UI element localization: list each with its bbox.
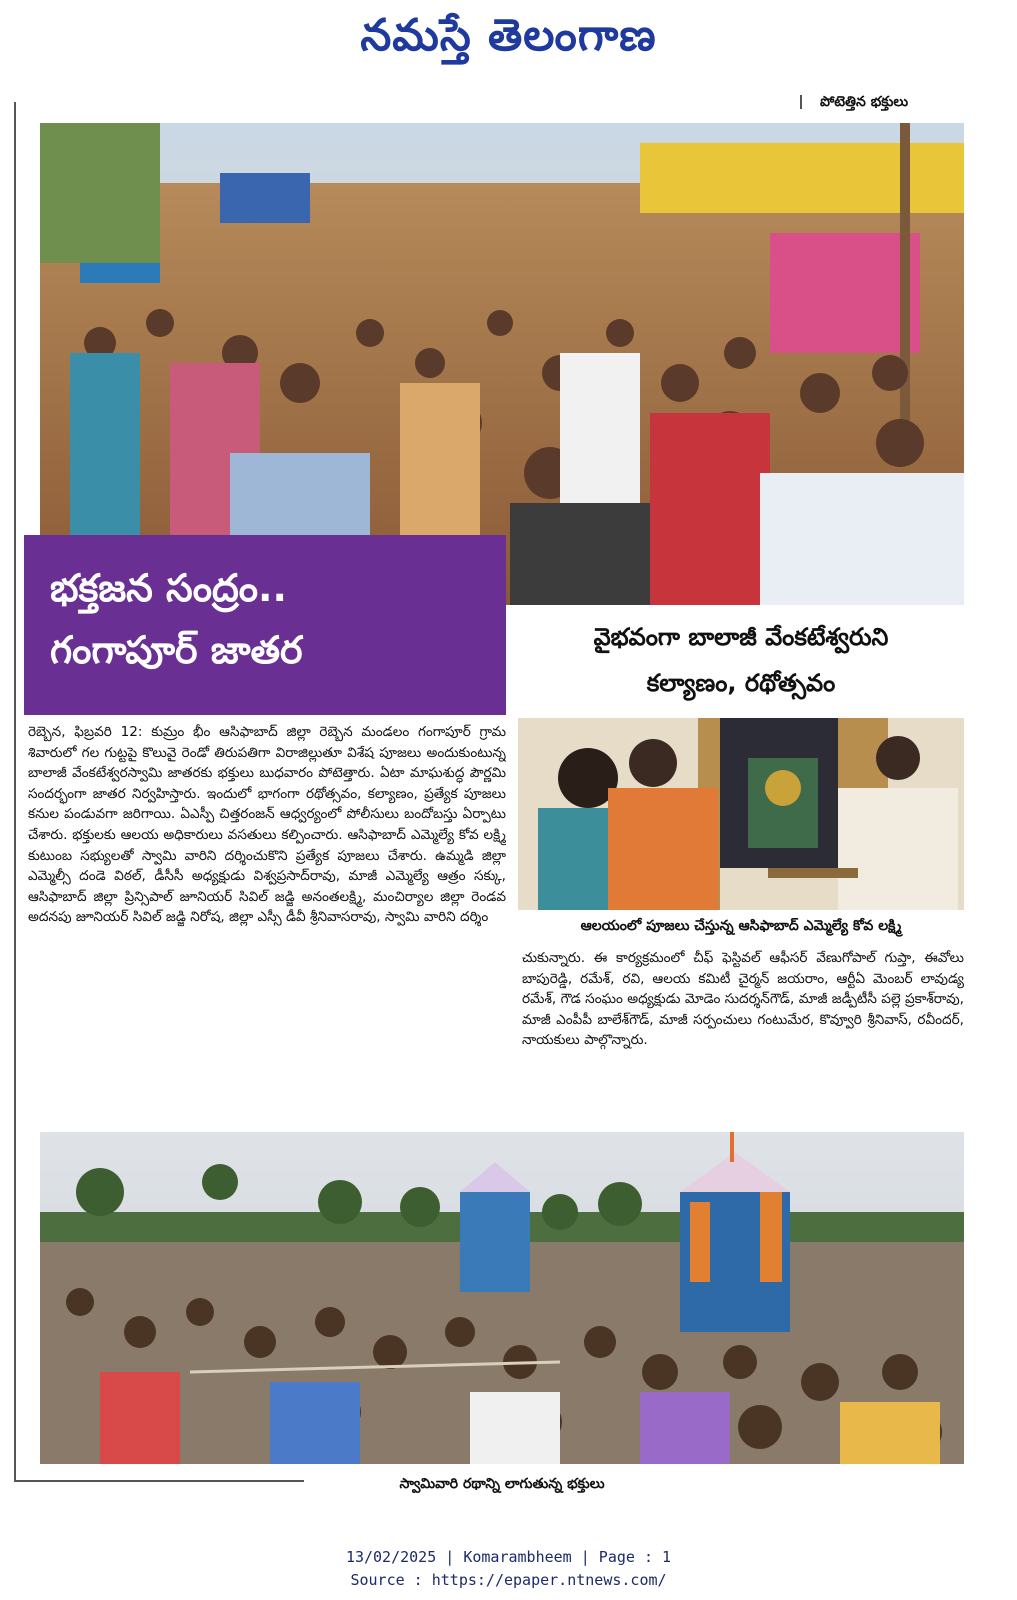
footer-edition-line: 13/02/2025 | Komarambheem | Page : 1 — [345, 1548, 672, 1566]
headline-box — [24, 535, 506, 715]
headline-line-1: భక్తజన సంద్రం.. — [50, 566, 287, 610]
temple-photo — [518, 718, 964, 910]
footer-source-line: Source : https://epaper.ntnews.com/ — [350, 1571, 667, 1589]
crowd-photo — [40, 123, 964, 605]
temple-photo-caption: ఆలయంలో పూజలు చేస్తున్న ఆసిఫాబాద్ ఎమ్మెల్యే కోవ లక్ష్మి — [580, 918, 902, 934]
masthead-title: నమస్తే తెలంగాణ — [360, 10, 657, 61]
article-column-right: చుకున్నారు. ఈ కార్యక్రమంలో చీఫ్ ఫెస్టివల్ ఆఫీసర్ వేణుగోపాల్ గుప్తా, ఈవోలు బాపురెడ్డి, రమేశ్, రవి, ఆలయ కమిటీ చైర్మన్ జయరాం, ఆర్టీఏ మెంబర్ లావుడ్య రమేశ్, గౌడ సంఘం అధ్యక్షుడు మోడెం సుదర్శన్‌గౌడ్, మాజీ జడ్పీటీసీ పల్లె ప్రకాశ్‌రావు, మాజీ ఎంపీపీ బాలేశ్‌గౌడ్, మాజీ సర్పంచులు గంటుమేర, కొవ్వూరి శ్రీనివాస్, రవీందర్, నాయకులు పాల్గొన్నారు. — [522, 950, 964, 1049]
subheadline-line-1: వైభవంగా బాలాజీ వేంకటేశ్వరుని — [593, 623, 889, 651]
page-frame-left — [14, 102, 16, 1482]
chariot-photo-caption: స్వామివారి రథాన్ని లాగుతున్న భక్తులు — [399, 1476, 605, 1492]
chariot-photo — [40, 1132, 964, 1464]
article-column-left: రెబ్బెన, ఫిబ్రవరి 12: కుమ్రం భీం ఆసిఫాబాద్ జిల్లా రెబ్బెన మండలం గంగాపూర్ గ్రామ శివారులో గల గుట్టపై కొలువై రెండో తిరుపతిగా విరాజిల్లుతూ విశేష పూజలు అందుకుంటున్న బాలాజీ వేంకటేశ్వరస్వామి జాతరకు భక్తులు బుధవారం పోటెత్తారు. ఏటా మాఘశుద్ధ పౌర్ణమి సందర్భంగా జాతర నిర్వహిస్తారు. ఇందులో భాగంగా రథోత్సవం, కల్యాణం, ప్రత్యేక పూజలు కనుల పండువగా జరిగాయి. ఏఎస్పీ చిత్తరంజన్ ఆధ్వర్యంలో పోలీసులు బందోబస్తు ఏర్పాటు చేశారు. భక్తులకు ఆలయ అధికారులు వసతులు కల్పించారు. ఆసిఫాబాద్ ఎమ్మెల్యే కోవ లక్ష్మి కుటుంబ సభ్యులతో స్వామి వారిని దర్శించుకొని ప్రత్యేక పూజలు చేశారు. ఉమ్మడి జిల్లా ఎమ్మెల్సీ దండె విఠల్, డీసీసీ అధ్యక్షుడు విశ్వప్రసాద్‌రావు, మాజీ ఎమ్మెల్యే ఆత్రం సక్కు, ఆసిఫాబాద్ జిల్లా ప్రిన్సిపాల్ జూనియర్ సివిల్ జడ్జి అనంతలక్ష్మి, మంచిర్యాల జిల్లా రెండవ అదనపు జూనియర్ సివిల్ జడ్జి నిరోష, జిల్లా ఎస్సీ డీవీ శ్రీనివాసరావు, స్వామి వారిని దర్శిం — [28, 724, 506, 926]
subheadline-line-2: కల్యాణం, రథోత్సవం — [646, 669, 836, 697]
frame-tick — [800, 95, 802, 109]
headline-line-2: గంగాపూర్ జాతర — [50, 628, 303, 672]
top-photo-caption: పోటెత్తిన భక్తులు — [820, 94, 909, 110]
page-footer — [0, 1546, 1017, 1592]
subheadline — [518, 614, 964, 706]
